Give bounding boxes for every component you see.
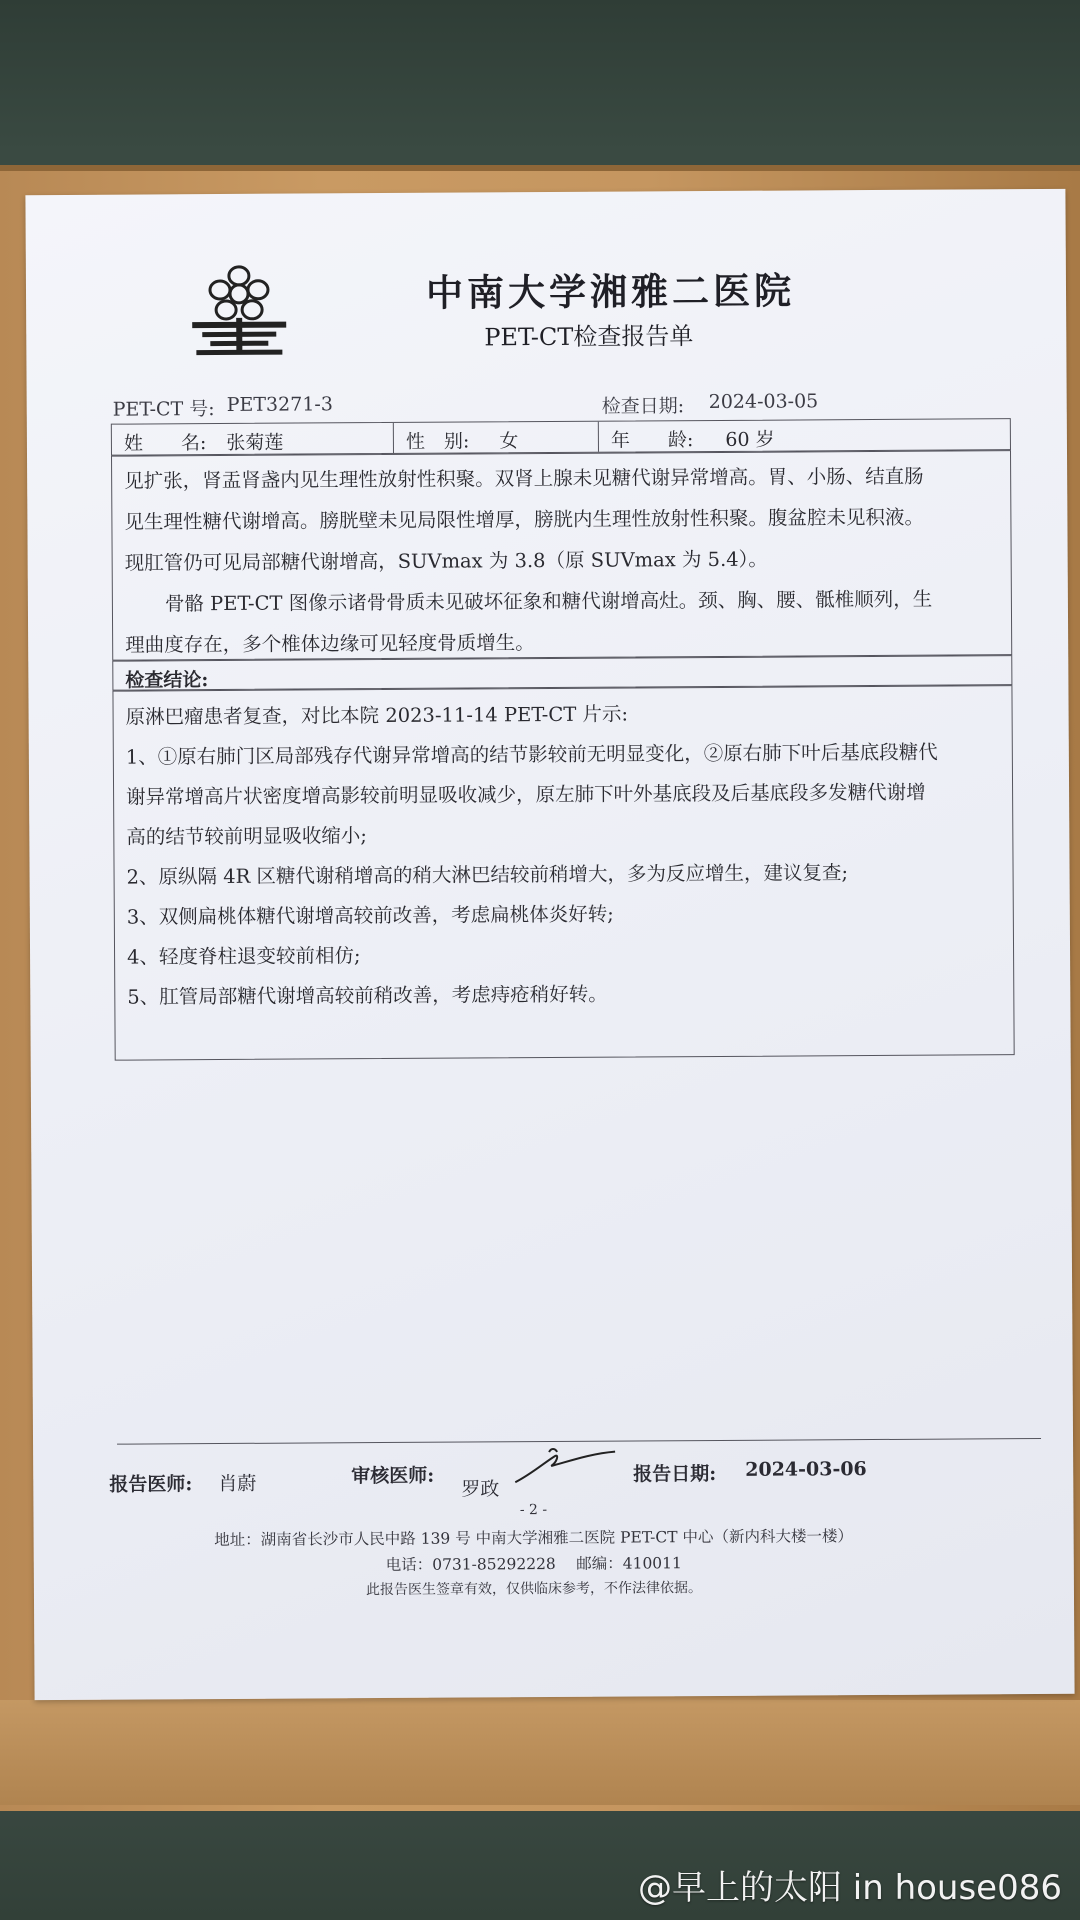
hospital-name: 中南大学湘雅二医院: [425, 268, 796, 315]
conclusion-line: 4、轻度脊柱退变较前相仿;: [126, 944, 361, 969]
hospital-logo-icon: [184, 262, 295, 363]
conclusion-heading: 检查结论:: [112, 655, 1012, 690]
patient-sex: 女: [499, 430, 519, 453]
findings-section: [111, 450, 1012, 660]
desk-edge: [0, 1700, 1080, 1805]
review-doctor: 罗政: [461, 1478, 500, 1501]
conclusion-section: [112, 685, 1014, 1060]
conclusion-line: 谢异常增高片状密度增高影较前明显吸收减少，原左肺下叶外基底段及后基底段多发糖代谢增: [126, 780, 926, 809]
age-label: 年 龄:: [610, 429, 694, 452]
report-date: 2024-03-06: [745, 1458, 867, 1481]
signature-mark: [511, 1444, 621, 1490]
patient-age: 60 岁: [725, 428, 775, 451]
patient-age-cell: [599, 419, 1009, 452]
conclusion-line: 3、双侧扁桃体糖代谢增高较前改善，考虑扁桃体炎好转;: [126, 902, 614, 929]
findings-line: 见生理性糖代谢增高。膀胱壁未见局限性增厚，膀胱内生理性放射性积聚。腹盆腔未见积液。: [124, 505, 924, 534]
page-number: - 2 -: [519, 1502, 548, 1519]
report-title: PET-CT检查报告单: [484, 322, 694, 352]
exam-date-label: 检查日期:: [601, 395, 685, 418]
disclaimer: 此报告医生签章有效，仅供临床参考，不作法律依据。: [365, 1580, 702, 1599]
findings-line: 现肛管仍可见局部糖代谢增高，SUVmax 为 3.8（原 SUVmax 为 5.4）。: [124, 547, 768, 575]
conclusion-line: 1、①原右肺门区局部残存代谢异常增高的结节影较前无明显变化，②原右肺下叶后基底段糖代: [125, 740, 938, 769]
findings-line: 骨骼 PET-CT 图像示诸骨骨质未见破坏征象和糖代谢增高灶。颈、胸、腰、骶椎顺列，生: [164, 587, 933, 616]
report-date-label: 报告日期:: [633, 1462, 717, 1486]
report-paper: [25, 189, 1074, 1700]
address: 地址：湖南省长沙市人民中路 139 号 中南大学湘雅二医院 PET-CT 中心（新内科大楼一楼）: [214, 1527, 854, 1550]
petct-number-label: PET-CT 号:: [112, 398, 215, 421]
findings-line: 理曲度存在，多个椎体边缘可见轻度骨质增生。: [125, 631, 535, 657]
petct-number: PET3271-3: [226, 393, 333, 416]
name-label: 姓 名:: [123, 432, 207, 455]
conclusion-line: 原淋巴瘤患者复查，对比本院 2023-11-14 PET-CT 片示:: [125, 702, 629, 729]
patient-sex-cell: [394, 422, 599, 453]
patient-name: 张菊莲: [226, 431, 284, 454]
conclusion-line: 5、肛管局部糖代谢增高较前稍改善，考虑痔疮稍好转。: [127, 982, 608, 1009]
report-doctor: 肖蔚: [218, 1472, 257, 1496]
contact-info: 电话：0731-85292228 邮编：410011: [385, 1554, 682, 1575]
review-doctor-label: 审核医师:: [351, 1464, 435, 1488]
conclusion-line: 高的结节较前明显吸收缩小;: [126, 824, 367, 849]
sex-label: 性 别:: [405, 430, 470, 453]
patient-name-cell: [112, 423, 394, 455]
report-doctor-label: 报告医师:: [109, 1473, 193, 1496]
conclusion-line: 2、原纵隔 4R 区糖代谢稍增高的稍大淋巴结较前稍增大，多为反应增生，建议复查;: [126, 861, 849, 889]
watermark-text: @早上的太阳 in house086: [637, 1868, 1062, 1908]
exam-date: 2024-03-05: [708, 390, 819, 414]
findings-line: 见扩张，肾盂肾盏内见生理性放射性积聚。双肾上腺未见糖代谢异常增高。胃、小肠、结直肠: [124, 464, 924, 493]
